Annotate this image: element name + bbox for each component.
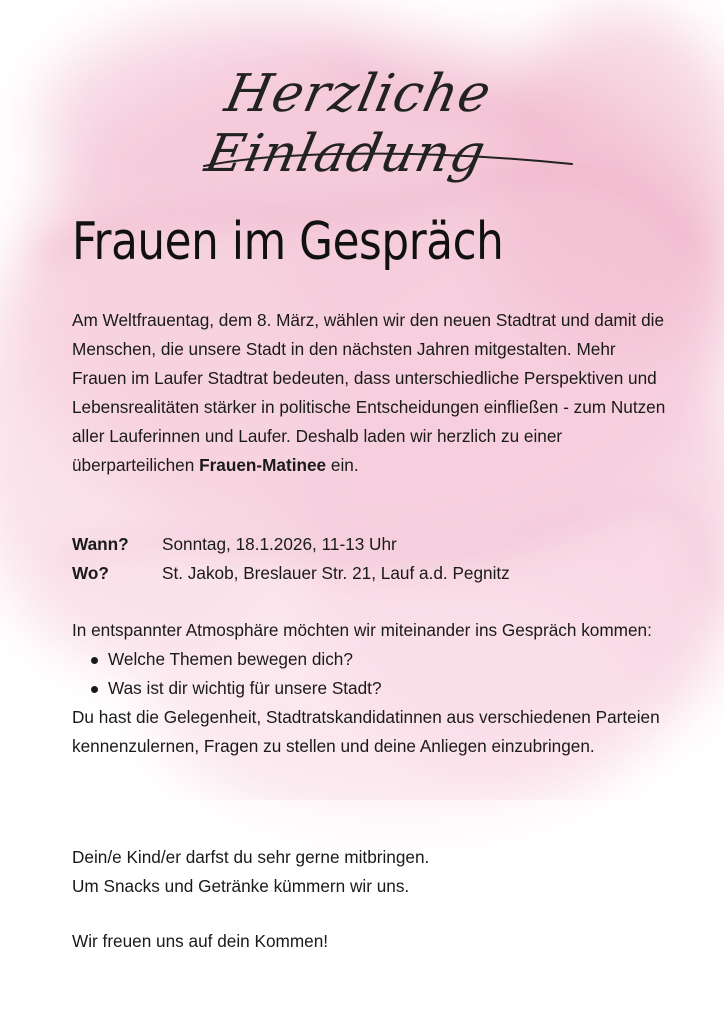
practical-info [72,843,672,901]
snacks-line: Um Snacks und Getränke kümmern wir uns. [72,876,410,896]
when-value: Sonntag, 18.1.2026, 11-13 Uhr [162,534,397,554]
where-label: Wo? [72,563,109,583]
where-row [72,559,672,588]
intro-end: ein. [326,455,359,475]
script-title-text: Herzliche Einladung [200,64,497,184]
page-title: Frauen im Gespräch [72,212,504,272]
script-title [112,52,612,182]
underline-swash [112,52,612,182]
intro-paragraph [72,306,672,480]
conversation-section [72,616,672,761]
event-details [72,530,672,588]
when-label: Wann? [72,534,129,554]
list-item: Was ist dir wichtig für unsere Stadt? [88,674,672,703]
kids-line: Dein/e Kind/er darfst du sehr gerne mitbringen. [72,847,430,867]
question-list [72,645,672,703]
conversation-follow: Du hast die Gelegenheit, Stadtratskandidatinnen aus verschiedenen Parteien kennenzulernen, Fragen zu stellen und deine Anliegen einzubringen. [72,707,660,756]
when-row [72,530,672,559]
intro-text: Am Weltfrauentag, dem 8. März, wählen wir den neuen Stadtrat und damit die Menschen, die unsere Stadt in den nächsten Jahren mitgestalten. Mehr Frauen im Laufer Stadtrat bedeuten, dass unterschiedliche Perspektiven und Lebensrealitäten stärker in politische Entscheidungen einfließen - zum Nutzen aller Lauferinnen und Laufer. Deshalb laden wir herzlich zu einer überparteilichen [72,310,666,475]
matinee-highlight: Frauen-Matinee [199,455,327,475]
closing-line: Wir freuen uns auf dein Kommen! [72,931,329,951]
list-item: Welche Themen bewegen dich? [88,645,672,674]
where-value: St. Jakob, Breslauer Str. 21, Lauf a.d. Pegnitz [162,563,510,583]
conversation-lead: In entspannter Atmosphäre möchten wir miteinander ins Gespräch kommen: [72,620,652,640]
